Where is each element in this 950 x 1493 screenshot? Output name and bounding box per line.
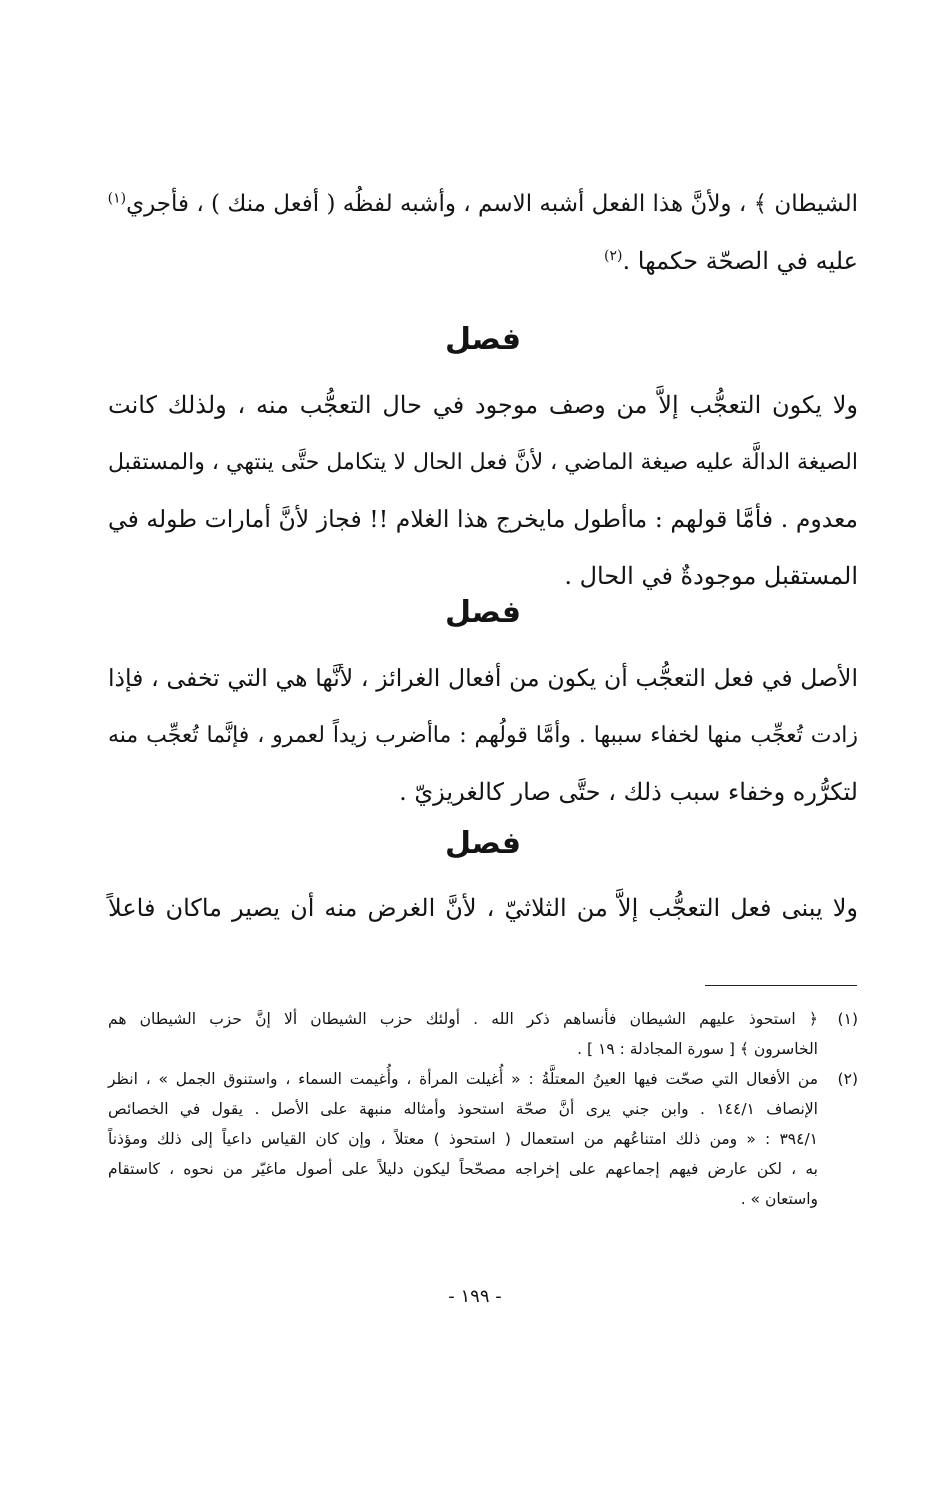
section-heading: فصل (445, 826, 521, 861)
text-line (108, 233, 858, 290)
footnote (108, 1004, 858, 1064)
text-line: الأصل في فعل التعجُّب أن يكون من أفعال الغرائز ، لأنَّها هي التي تخفى ، فإذا (108, 664, 858, 692)
text-line-part: عليه في الصحّة حكمها . (622, 247, 858, 275)
section-paragraph (108, 880, 858, 937)
continuation-paragraph (108, 176, 858, 290)
footnote-line: ﴿ استحوذ عليهم الشيطان فأنساهم ذكر الله . أولئك حزب الشيطان ألا إنَّ حزب الشيطان هم (108, 1010, 818, 1028)
section-paragraph (108, 650, 858, 821)
page-number: - ١٩٩ - (448, 1286, 502, 1307)
footnote-line: واستعان » . (740, 1190, 818, 1208)
footnote-separator (705, 985, 857, 986)
footnote-line: الإنصاف ١٤٤/١ . وابن جني يرى أنَّ صحّة استحوذ وأمثاله منبهة على الأصل . يقول في الخصائص (108, 1100, 818, 1118)
text-line: المستقبل موجودةٌ في الحال . (564, 562, 858, 590)
footnote-ref: (١) (107, 190, 127, 207)
text-line: زادت تُعجِّب منها لخفاء سببها . وأمَّا قولُهم : ماأضرب زيداً لعمرو ، فإنَّما تُعجِّب منه (108, 723, 858, 748)
footnotes (108, 1004, 858, 1214)
text-line-part: الشيطان ﴾ ، ولأنَّ هذا الفعل أشبه الاسم ، وأشبه لفظُه ( أفعل منك ) ، فأجري (126, 191, 858, 217)
text-line: ولا يبنى فعل التعجُّب إلاَّ من الثلاثيّ ، لأنَّ الغرض منه أن يصير ماكان فاعلاً (108, 894, 858, 922)
footnote (108, 1064, 858, 1214)
text-line: ولا يكون التعجُّب إلاَّ من وصف موجود في حال التعجُّب منه ، ولذلك كانت (108, 391, 858, 419)
text-line: لتكرُّره وخفاء سبب ذلك ، حتَّى صار كالغريزيّ . (399, 778, 858, 806)
footnote-line: من الأفعال التي صحّت فيها العينُ المعتلَّةُ : « أُغيلت المرأة ، وأُغيمت السماء ، واستنوق الجمل » ، انظر (108, 1070, 818, 1088)
footnote-ref: (٢) (604, 248, 623, 264)
footnote-line: ٣٩٤/١ : « ومن ذلك امتناعُهم من استعمال ( استحوذ ) معتلاً ، وإن كان القياس داعياً إلى ذلك ومؤذناً (108, 1130, 818, 1148)
section-heading: فصل (445, 322, 521, 357)
footnote-body (108, 1004, 818, 1064)
footnote-number: (٢) (837, 1070, 858, 1088)
text-line: معدوم . فأمَّا قولهم : ماأطول مايخرج هذا الغلام !! فجاز لأنَّ أمارات طوله في (108, 505, 858, 533)
footnote-line: الخاسرون ﴾ [ سورة المجادلة : ١٩ ] . (577, 1040, 818, 1058)
footnote-line: به ، لكن عارض فيهم إجماعهم على إخراجه مصحّحاً ليكون دليلاً على أصول ماغيّر من نحوه ، كاستقام (108, 1160, 818, 1178)
text-line: الصيغة الدالَّة عليه صيغة الماضي ، لأنَّ فعل الحال لا يتكامل حتَّى ينتهي ، والمستقبل (108, 450, 858, 475)
footnote-number: (١) (837, 1010, 858, 1028)
footnote-body (108, 1064, 818, 1214)
section-heading: فصل (445, 595, 521, 630)
section-paragraph (108, 377, 858, 605)
text-line (108, 176, 858, 233)
